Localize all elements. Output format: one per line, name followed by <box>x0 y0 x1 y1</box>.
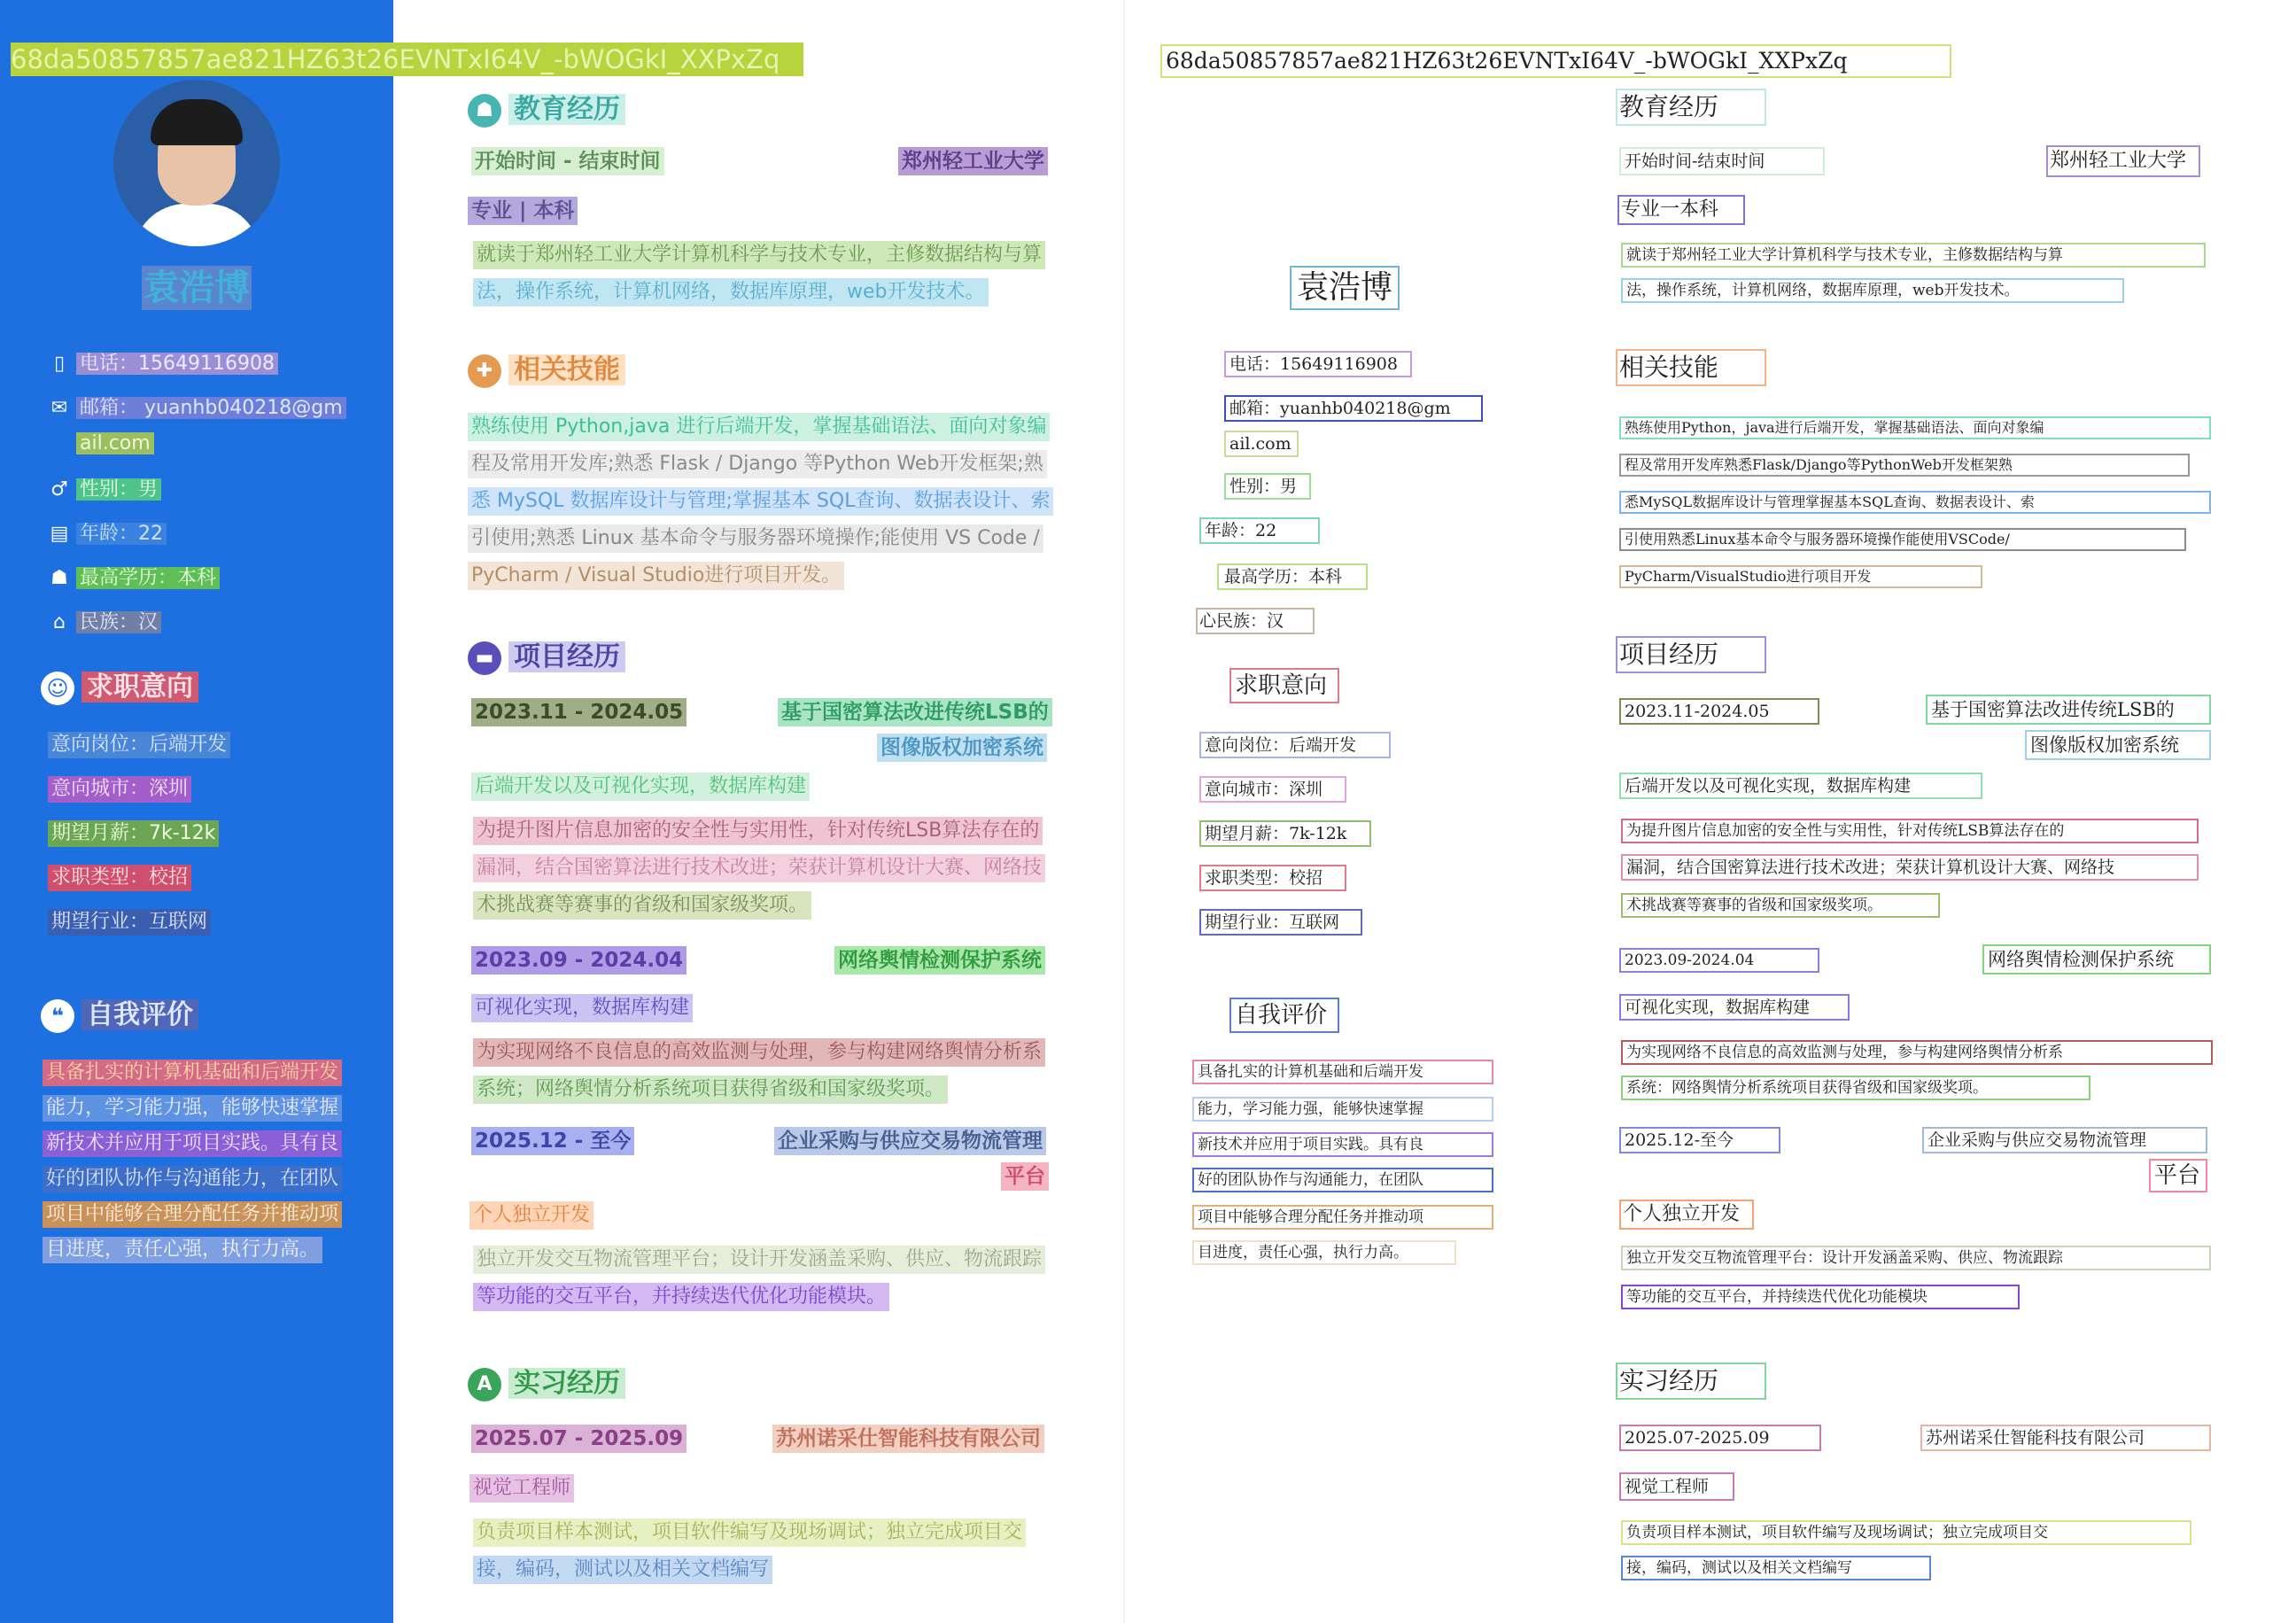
home-icon: ⌂ <box>53 611 66 633</box>
ocr-eval-line: 新技术并应用于项目实践。具有良 <box>1192 1132 1493 1157</box>
ocr-skills-line: 悉MySQL数据库设计与管理掌握基本SQL查询、数据表设计、索 <box>1619 491 2211 514</box>
gender-row: ♂ 性别：男 <box>50 477 161 503</box>
ocr-proj-name: 基于国密算法改进传统LSB的 <box>1926 695 2211 725</box>
ocr-intern-title: 实习经历 <box>1616 1363 1766 1400</box>
ocr-proj-period: 2025.12-至今 <box>1619 1127 1780 1153</box>
ocr-proj-role: 个人独立开发 <box>1619 1200 1754 1230</box>
email-row-cont: ail.com <box>76 431 154 457</box>
intent-item: 期望行业：互联网 <box>48 909 211 936</box>
project-desc-line: 等功能的交互平台，并持续迭代优化功能模块。 <box>473 1283 889 1311</box>
intent-item: 意向城市：深圳 <box>48 776 191 803</box>
self-eval-line: 具备扎实的计算机基础和后端开发 <box>43 1060 342 1086</box>
ocr-intent-item: 意向岗位：后端开发 <box>1199 732 1391 758</box>
degree-row: ☗ 最高学历：本科 <box>50 565 220 592</box>
ocr-proj-name: 网络舆情检测保护系统 <box>1982 944 2211 975</box>
ocr-proj-name: 图像版权加密系统 <box>2025 730 2211 760</box>
ocr-edu-desc: 法，操作系统，计算机网络，数据库原理，web开发技术。 <box>1621 278 2124 303</box>
project-desc-line: 独立开发交互物流管理平台；设计开发涵盖采购、供应、物流跟踪 <box>473 1246 1045 1274</box>
self-eval-line: 目进度，责任心强，执行力高。 <box>43 1237 322 1263</box>
resume-name: 袁浩博 <box>144 268 250 308</box>
ocr-email-cont: ail.com <box>1224 431 1299 457</box>
ocr-age: 年龄：22 <box>1199 517 1320 544</box>
ocr-eval-line: 项目中能够合理分配任务并推动项 <box>1192 1205 1493 1230</box>
self-eval-line: 好的团队协作与沟通能力，在团队 <box>43 1166 342 1192</box>
ocr-proj-role: 后端开发以及可视化实现，数据库构建 <box>1619 773 1982 799</box>
ocr-proj-desc: 为实现网络不良信息的高效监测与处理，参与构建网络舆情分析系 <box>1621 1040 2213 1065</box>
ocr-intern-desc: 负责项目样本测试，项目软件编写及现场调试；独立完成项目交 <box>1621 1520 2191 1545</box>
ocr-doc-id: 68da50857857ae821HZ63t26EVNTxI64V_-bWOGkI_XXPxZq <box>1160 44 1951 78</box>
project-desc-line: 为提升图片信息加密的安全性与实用性，针对传统LSB算法存在的 <box>473 817 1043 845</box>
ocr-eval-line: 能力，学习能力强，能够快速掌握 <box>1192 1097 1493 1122</box>
puzzle-icon: ✚ <box>468 354 501 388</box>
skills-line: PyCharm / Visual Studio进行项目开发。 <box>468 562 844 590</box>
ocr-eval-title: 自我评价 <box>1229 998 1339 1033</box>
age-row: ▤ 年龄：22 <box>50 521 167 547</box>
internship-desc-line: 负责项目样本测试，项目软件编写及现场调试；独立完成项目交 <box>473 1518 1026 1547</box>
ocr-edu-period: 开始时间-结束时间 <box>1619 147 1825 175</box>
ocr-intern-period: 2025.07-2025.09 <box>1619 1425 1821 1451</box>
skills-line: 熟练使用 Python,java 进行后端开发，掌握基础语法、面向对象编 <box>468 413 1050 441</box>
panel-divider <box>1123 0 1125 1623</box>
ocr-intent-item: 期望行业：互联网 <box>1199 909 1362 936</box>
project-period: 2025.12 - 至今 <box>471 1127 634 1155</box>
phone-icon: ▯ <box>53 353 66 375</box>
self-eval-line: 能力，学习能力强，能够快速掌握 <box>43 1095 342 1122</box>
user-icon: ☺ <box>41 672 74 705</box>
ocr-edu-desc: 就读于郑州轻工业大学计算机科学与技术专业，主修数据结构与算 <box>1621 243 2206 268</box>
ocr-proj-title: 项目经历 <box>1616 636 1766 673</box>
project-name: 基于国密算法改进传统LSB的 <box>778 698 1052 726</box>
ocr-intent-item: 求职类型：校招 <box>1199 865 1346 891</box>
project-desc-line: 术挑战赛等赛事的省级和国家级奖项。 <box>473 891 811 920</box>
ocr-proj-period: 2023.11-2024.05 <box>1619 698 1819 725</box>
ocr-intern-role: 视觉工程师 <box>1619 1472 1734 1501</box>
ocr-skills-line: 程及常用开发库熟悉Flask/Django等PythonWeb开发框架熟 <box>1619 454 2190 477</box>
ocr-intern-desc: 接，编码，测试以及相关文档编写 <box>1621 1556 1931 1580</box>
education-major: 专业 | 本科 <box>468 197 578 225</box>
resume-render-panel <box>0 0 1107 1623</box>
project-name: 企业采购与供应交易物流管理 <box>774 1127 1046 1155</box>
ethnicity-row: ⌂ 民族：汉 <box>50 610 161 636</box>
education-desc-line: 法，操作系统，计算机网络，数据库原理，web开发技术。 <box>473 278 989 307</box>
avatar <box>113 80 280 246</box>
intent-item: 期望月薪：7k-12k <box>48 820 219 847</box>
project-period: 2023.11 - 2024.05 <box>471 698 686 726</box>
project-name: 图像版权加密系统 <box>877 734 1047 762</box>
ocr-phone: 电话：15649116908 <box>1224 351 1412 377</box>
self-eval-line: 项目中能够合理分配任务并推动项 <box>43 1201 342 1228</box>
skills-line: 悉 MySQL 数据库设计与管理;掌握基本 SQL查询、数据表设计、索 <box>468 487 1053 516</box>
ocr-proj-desc: 独立开发交互物流管理平台：设计开发涵盖采购、供应、物流跟踪 <box>1621 1246 2211 1270</box>
ocr-ethnicity: 心民族：汉 <box>1196 608 1315 634</box>
calendar-icon: ▤ <box>50 523 69 545</box>
graduation-cap-icon: ☗ <box>50 567 68 589</box>
ocr-proj-desc: 漏洞，结合国密算法进行技术改进；荣获计算机设计大赛、网络技 <box>1621 854 2199 881</box>
project-desc-line: 系统；网络舆情分析系统项目获得省级和国家级奖项。 <box>473 1076 948 1104</box>
skills-heading: ✚ 相关技能 <box>468 351 625 390</box>
ocr-eval-line: 具备扎实的计算机基础和后端开发 <box>1192 1060 1493 1084</box>
ocr-eval-line: 好的团队协作与沟通能力，在团队 <box>1192 1168 1493 1192</box>
internship-period: 2025.07 - 2025.09 <box>471 1425 686 1453</box>
ocr-proj-desc: 为提升图片信息加密的安全性与实用性，针对传统LSB算法存在的 <box>1621 819 2199 843</box>
education-period: 开始时间 - 结束时间 <box>471 147 664 175</box>
ocr-proj-name: 平台 <box>2149 1159 2207 1192</box>
internship-company: 苏州诺采仕智能科技有限公司 <box>772 1425 1044 1453</box>
ocr-edu-major: 专业一本科 <box>1617 195 1745 225</box>
ocr-intent-title: 求职意向 <box>1229 668 1339 703</box>
folder-icon: ▬ <box>468 641 501 675</box>
ocr-intern-company: 苏州诺采仕智能科技有限公司 <box>1920 1425 2211 1451</box>
ocr-eval-line: 目进度，责任心强，执行力高。 <box>1192 1240 1456 1265</box>
ocr-proj-name: 企业采购与供应交易物流管理 <box>1922 1127 2207 1153</box>
education-heading: ☗ 教育经历 <box>468 90 625 129</box>
document-id-highlight: 68da50857857ae821HZ63t26EVNTxI64V_-bWOGkI_XXPxZq <box>11 43 803 76</box>
ocr-intent-item: 期望月薪：7k-12k <box>1199 820 1371 847</box>
internship-heading: A 实习经历 <box>468 1364 625 1403</box>
self-eval-line: 新技术并应用于项目实践。具有良 <box>43 1130 342 1157</box>
ocr-edu-school: 郑州轻工业大学 <box>2046 145 2200 177</box>
intent-item: 意向岗位：后端开发 <box>48 732 230 758</box>
education-school: 郑州轻工业大学 <box>898 147 1048 175</box>
ocr-skills-title: 相关技能 <box>1616 349 1766 386</box>
ocr-email: 邮箱：yuanhb040218@gm <box>1224 395 1483 422</box>
project-name: 网络舆情检测保护系统 <box>834 946 1045 975</box>
internship-role: 视觉工程师 <box>469 1474 574 1503</box>
ocr-proj-desc: 术挑战赛等赛事的省级和国家级奖项。 <box>1621 893 1940 918</box>
education-desc-line: 就读于郑州轻工业大学计算机科学与技术专业，主修数据结构与算 <box>473 241 1045 269</box>
ocr-skills-line: PyCharm/VisualStudio进行项目开发 <box>1619 565 1982 588</box>
ocr-proj-desc: 系统：网络舆情分析系统项目获得省级和国家级奖项。 <box>1621 1076 2090 1100</box>
gender-icon: ♂ <box>50 478 68 501</box>
mail-icon: ✉ <box>50 397 68 419</box>
email-row: ✉ 邮箱： yuanhb040218@gm <box>50 395 346 422</box>
project-period: 2023.09 - 2024.04 <box>471 946 686 975</box>
project-role: 后端开发以及可视化实现，数据库构建 <box>471 773 810 801</box>
phone-row: ▯ 电话：15649116908 <box>50 351 278 377</box>
skills-line: 引使用;熟悉 Linux 基本命令与服务器环境操作;能使用 VS Code / <box>468 524 1043 553</box>
ocr-proj-desc: 等功能的交互平台，并持续迭代优化功能模块 <box>1621 1285 2020 1309</box>
skills-line: 程及常用开发库;熟悉 Flask / Django 等Python Web开发框架;熟 <box>468 450 1047 478</box>
ocr-skills-line: 引使用熟悉Linux基本命令与服务器环境操作能使用VSCode/ <box>1619 528 2186 551</box>
project-role: 可视化实现，数据库构建 <box>471 994 693 1022</box>
ocr-intent-item: 意向城市：深圳 <box>1199 776 1346 803</box>
ocr-skills-line: 熟练使用Python，java进行后端开发，掌握基础语法、面向对象编 <box>1619 416 2211 439</box>
ocr-degree: 最高学历：本科 <box>1217 563 1368 590</box>
graduation-cap-icon: ☗ <box>468 94 501 128</box>
project-desc-line: 为实现网络不良信息的高效监测与处理，参与构建网络舆情分析系 <box>473 1038 1045 1067</box>
ocr-edu-title: 教育经历 <box>1616 89 1766 126</box>
quote-icon: ❝ <box>41 999 74 1033</box>
projects-heading: ▬ 项目经历 <box>468 638 625 677</box>
project-name: 平台 <box>1001 1162 1049 1191</box>
internship-desc-line: 接，编码，测试以及相关文档编写 <box>473 1556 772 1584</box>
ocr-render-panel <box>1160 0 2296 1623</box>
job-intent-heading: ☺ 求职意向 <box>41 668 198 707</box>
self-eval-heading: ❝ 自我评价 <box>41 996 198 1035</box>
intent-item: 求职类型：校招 <box>48 865 191 891</box>
badge-icon: A <box>468 1368 501 1402</box>
ocr-proj-role: 可视化实现，数据库构建 <box>1619 994 1850 1021</box>
ocr-proj-period: 2023.09-2024.04 <box>1619 948 1819 973</box>
project-role: 个人独立开发 <box>469 1201 593 1230</box>
ocr-gender: 性别：男 <box>1224 473 1311 500</box>
ocr-name: 袁浩博 <box>1290 266 1400 310</box>
project-desc-line: 漏洞，结合国密算法进行技术改进；荣获计算机设计大赛、网络技 <box>473 854 1045 882</box>
